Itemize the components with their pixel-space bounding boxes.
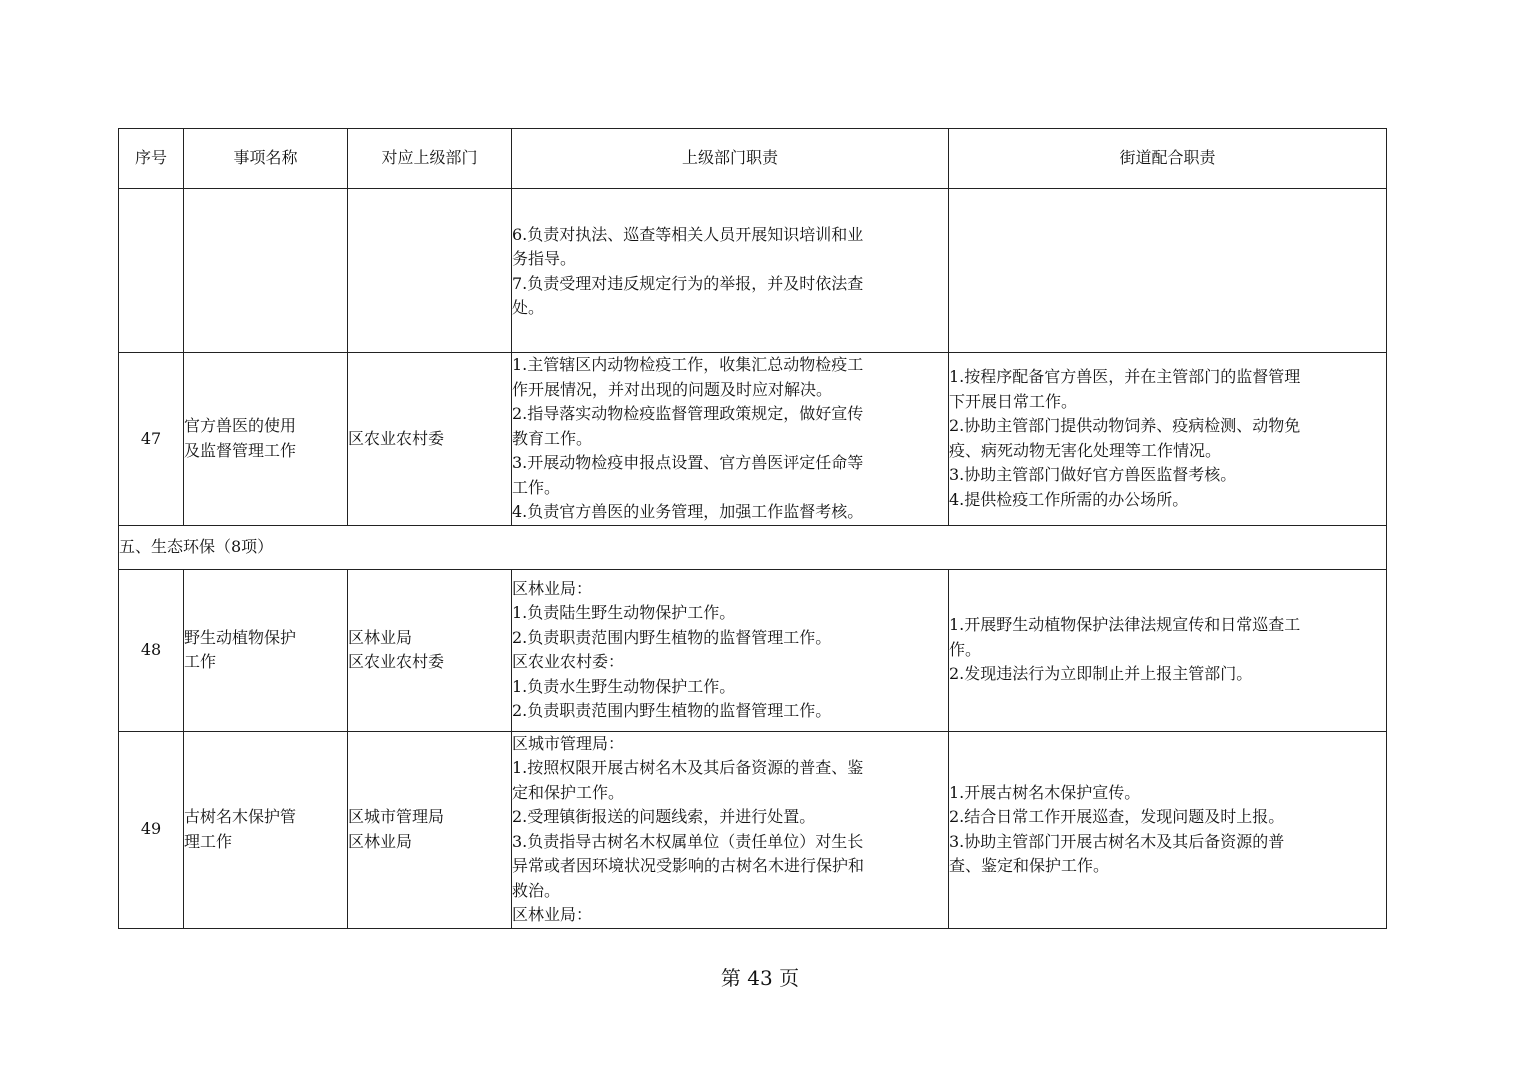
coop-line: 3.协助主管部门开展古树名木及其后备资源的普: [949, 831, 1285, 851]
duty-table: [118, 128, 1387, 929]
superior-dept: [348, 569, 512, 731]
coop-line: 4.提供检疫工作所需的办公场所。: [949, 489, 1189, 509]
coop-line: 3.协助主管部门做好官方兽医监督考核。: [949, 465, 1237, 485]
header-number: 序号: [119, 129, 184, 189]
item-name: [184, 731, 348, 928]
coop-line: 1.开展古树名木保护宣传。: [949, 782, 1141, 802]
duty-line: 2.受理镇街报送的问题线索，并进行处置。: [512, 807, 816, 826]
duty-line: 3.负责指导古树名木权属单位（责任单位）对生长: [512, 831, 864, 851]
item-name-line: 工作: [184, 652, 217, 671]
superior-dept: [348, 731, 512, 928]
coop-line: 查、鉴定和保护工作。: [949, 856, 1110, 875]
page-number: 第 43 页: [720, 966, 800, 990]
duty-line: 6.负责对执法、巡查等相关人员开展知识培训和业: [512, 224, 864, 244]
duty-line: 2.指导落实动物检疫监督管理政策规定，做好宣传: [512, 404, 864, 423]
duty-line: 1.按照权限开展古树名木及其后备资源的普查、鉴: [512, 758, 864, 777]
coop-line: 1.开展野生动植物保护法律法规宣传和日常巡查工: [949, 615, 1301, 635]
duty-line: 4.负责官方兽医的业务管理，加强工作监督考核。: [512, 502, 864, 521]
row-number: 48: [119, 569, 184, 731]
duty-line: 3.开展动物检疫申报点设置、官方兽医评定任命等: [512, 453, 864, 472]
duty-line: 作开展情况，并对出现的问题及时应对解决。: [512, 379, 833, 399]
header-superior-dept: 对应上级部门: [348, 129, 512, 189]
cell-superior-duty: [512, 189, 949, 353]
coop-line: 作。: [949, 639, 982, 659]
item-name: [184, 353, 348, 526]
dept-line: 区林业局: [348, 627, 413, 647]
duty-line: 救治。: [512, 880, 561, 900]
coop-line: 下开展日常工作。: [949, 391, 1078, 411]
superior-duty: [512, 731, 949, 928]
table-row-49: [119, 731, 1387, 928]
header-superior-duty: 上级部门职责: [512, 129, 949, 189]
superior-duty: [512, 569, 949, 731]
item-name-line: 理工作: [184, 831, 233, 851]
item-name-line: 及监督管理工作: [184, 440, 297, 460]
table-row-48: [119, 569, 1387, 731]
cell-number: [119, 189, 184, 353]
item-name-line: 古树名木保护管: [184, 807, 297, 826]
duty-line: 1.负责水生野生动物保护工作。: [512, 676, 736, 696]
duty-line: 区林业局：: [512, 578, 593, 598]
coop-line: 2.结合日常工作开展巡查，发现问题及时上报。: [949, 807, 1285, 826]
street-coop: [949, 731, 1387, 928]
duty-line: 区林业局：: [512, 905, 593, 924]
cell-street-coop: [949, 189, 1387, 353]
dept-line: 区林业局: [348, 831, 413, 851]
duty-line: 区农业农村委：: [512, 652, 625, 671]
row-number: 49: [119, 731, 184, 928]
coop-line: 疫、病死动物无害化处理等工作情况。: [949, 440, 1222, 460]
table-row-47: [119, 353, 1387, 526]
duty-line: 工作。: [512, 477, 561, 497]
row-number: 47: [119, 353, 184, 526]
street-coop: [949, 569, 1387, 731]
duty-line: 处。: [512, 298, 545, 317]
duty-line: 1.负责陆生野生动物保护工作。: [512, 603, 736, 622]
duty-line: 教育工作。: [512, 428, 593, 448]
item-name-line: 野生动植物保护: [184, 627, 297, 647]
section-title: 五、生态环保（8项）: [119, 525, 1387, 569]
coop-line: 2.协助主管部门提供动物饲养、疫病检测、动物免: [949, 416, 1301, 436]
section-row: [119, 525, 1387, 569]
superior-duty: [512, 353, 949, 526]
item-name-line: 官方兽医的使用: [184, 416, 297, 436]
dept-line: 区城市管理局: [348, 807, 445, 826]
table-row-continuation: [119, 189, 1387, 353]
duty-line: 异常或者因环境状况受影响的古树名木进行保护和: [512, 856, 865, 875]
duty-line: 区城市管理局：: [512, 733, 625, 753]
duty-line: 2.负责职责范围内野生植物的监督管理工作。: [512, 701, 832, 720]
duty-line: 务指导。: [512, 249, 577, 268]
header-item-name: 事项名称: [184, 129, 348, 189]
item-name: [184, 569, 348, 731]
header-street-coop: 街道配合职责: [949, 129, 1387, 189]
duty-line: 2.负责职责范围内野生植物的监督管理工作。: [512, 627, 832, 647]
coop-line: 2.发现违法行为立即制止并上报主管部门。: [949, 664, 1253, 684]
duty-line: 定和保护工作。: [512, 782, 625, 802]
cell-item-name: [184, 189, 348, 353]
superior-dept: [348, 353, 512, 526]
duty-line: 7.负责受理对违反规定行为的举报，并及时依法查: [512, 273, 864, 293]
coop-line: 1.按程序配备官方兽医，并在主管部门的监督管理: [949, 367, 1301, 387]
dept-line: 区农业农村委: [348, 652, 445, 671]
dept-line: 区农业农村委: [348, 428, 445, 448]
cell-dept: [348, 189, 512, 353]
table-header-row: [119, 129, 1387, 189]
duty-line: 1.主管辖区内动物检疫工作，收集汇总动物检疫工: [512, 355, 864, 374]
street-coop: [949, 353, 1387, 526]
